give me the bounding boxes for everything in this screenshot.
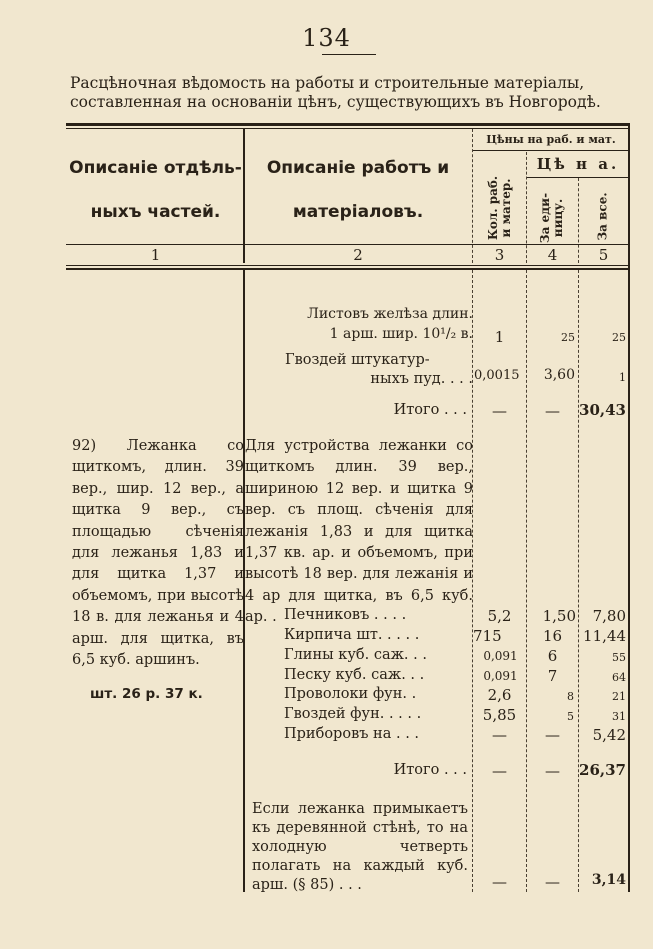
col-number-2: 2 bbox=[353, 246, 363, 264]
total-cell: 5,42 bbox=[592, 726, 626, 744]
item-price: шт. 26 р. 37 к. bbox=[90, 686, 203, 702]
total-cell: 64 bbox=[612, 671, 626, 684]
table-row: Проволоки фун. . bbox=[284, 686, 417, 702]
unit-cell: — bbox=[545, 726, 560, 744]
row-desc: Листовъ желѣза длин. bbox=[307, 306, 473, 322]
qty-cell: 5,85 bbox=[482, 706, 517, 724]
item-description: 92) Лежанка со щиткомъ, длин. 39 вер., шир. 12 вер., а щитка 9 вер., съ площадью сѣченія для лежанья 1,83 и для щитка 1,37 и объемомъ, при высотѣ 18 в. для лежанья и 4 арш. для щитка, въ 6,5 куб. аршинъ. bbox=[72, 438, 244, 669]
total-header: За все. bbox=[595, 192, 610, 241]
unit-cell: 16 bbox=[542, 627, 563, 645]
itogo-total: 30,43 bbox=[579, 401, 626, 419]
table-row bbox=[245, 306, 473, 342]
unit-cell: 1,50 bbox=[542, 607, 576, 625]
note-unit: — bbox=[545, 873, 560, 891]
price-group-header: Цѣ н а. bbox=[536, 155, 620, 173]
unit-cell: 8 bbox=[567, 690, 574, 703]
col-number-1: 1 bbox=[150, 246, 161, 264]
table-row bbox=[245, 352, 473, 387]
qty-cell: 0,091 bbox=[483, 669, 518, 683]
page-heading bbox=[70, 74, 640, 112]
itogo-unit: — bbox=[545, 762, 560, 780]
qty-cell: — bbox=[492, 726, 507, 744]
unit-cell: 6 bbox=[547, 647, 558, 665]
unit-cell: 25 bbox=[561, 331, 575, 344]
col1-header: Описаніе отдѣль- ныхъ частей. bbox=[69, 158, 242, 222]
itogo-qty: — bbox=[492, 762, 507, 780]
note-total: 3,14 bbox=[591, 872, 626, 888]
note-text: Если лежанка примыкаетъ къ деревянной стѣнѣ, то на холодную четверть полагать на каждый куб. арш. (§ 85) . . . bbox=[252, 801, 468, 893]
unit-cell: 5 bbox=[567, 710, 574, 723]
total-cell: 1 bbox=[619, 371, 626, 384]
table-top-rule bbox=[66, 123, 630, 126]
prices-group-header: Цѣны на раб. и мат. bbox=[486, 133, 616, 146]
qty-header: Кол. раб. и матер. bbox=[486, 175, 513, 241]
qty-cell: 2,6 bbox=[487, 686, 512, 704]
qty-cell: 715 bbox=[473, 627, 502, 645]
total-cell: 55 bbox=[612, 651, 626, 664]
total-cell: 11,44 bbox=[583, 627, 626, 645]
table-row: Печниковъ . . . . bbox=[284, 607, 407, 623]
row-desc: 1 арш. шир. 10¹/₂ в. bbox=[329, 326, 473, 342]
itogo-label: Итого . . . bbox=[393, 402, 467, 418]
row-desc: Гвоздей штукатур- bbox=[285, 352, 430, 368]
header-bottom-rule bbox=[66, 265, 630, 266]
col-number-3: 3 bbox=[494, 246, 505, 264]
qty-cell: 0,091 bbox=[483, 649, 518, 663]
table-row: Глины куб. саж. . . bbox=[284, 647, 427, 663]
heading-line-2: составленная на основаніи цѣнъ, существующихъ въ Новгородѣ. bbox=[70, 93, 601, 111]
qty-cell: 0,0015 bbox=[474, 368, 520, 383]
itogo-qty: — bbox=[492, 402, 507, 420]
work-intro: Для устройства лежанки со щиткомъ длин. 39 вер., шириною 12 вер. и щитка 9 вер. съ площ. сѣченія для лежанія 1,83 и для щитка 1,37 кв. ар. и объемомъ, при высотѣ 18 вер. для лежанія и 4 ар для щитка, въ 6,5 куб. ар. . bbox=[245, 438, 473, 626]
col2-header: Описаніе работъ и матеріаловъ. bbox=[266, 158, 450, 222]
itogo-label: Итого . . . bbox=[393, 762, 467, 778]
total-cell: 7,80 bbox=[592, 607, 626, 625]
itogo-total: 26,37 bbox=[579, 761, 626, 779]
page-number-rule bbox=[322, 54, 376, 55]
row-desc: ныхъ пуд. . . . bbox=[370, 371, 473, 387]
table-row: Песку куб. саж. . . bbox=[284, 667, 425, 683]
heading-line-1: Расцѣночная вѣдомость на работы и строительные матеріалы, bbox=[70, 74, 585, 92]
total-cell: 25 bbox=[612, 331, 626, 344]
qty-cell: 5,2 bbox=[487, 607, 512, 625]
total-cell: 31 bbox=[612, 710, 626, 723]
total-cell: 21 bbox=[612, 690, 626, 703]
table-row: Гвоздей фун. . . . . bbox=[284, 706, 422, 722]
unit-cell: 7 bbox=[547, 667, 558, 685]
itogo-unit: — bbox=[545, 402, 560, 420]
page-number: 134 bbox=[302, 24, 351, 52]
table-row: Приборовъ на . . . bbox=[284, 726, 420, 742]
qty-cell: 1 bbox=[494, 328, 505, 346]
unit-cell: 3,60 bbox=[543, 367, 575, 383]
note-qty: — bbox=[492, 873, 507, 891]
col-number-4: 4 bbox=[547, 246, 558, 264]
table-row: Кирпича шт. . . . . bbox=[284, 627, 420, 643]
col-number-5: 5 bbox=[598, 246, 609, 264]
per-unit-header: За еди- ницу. bbox=[538, 192, 565, 244]
